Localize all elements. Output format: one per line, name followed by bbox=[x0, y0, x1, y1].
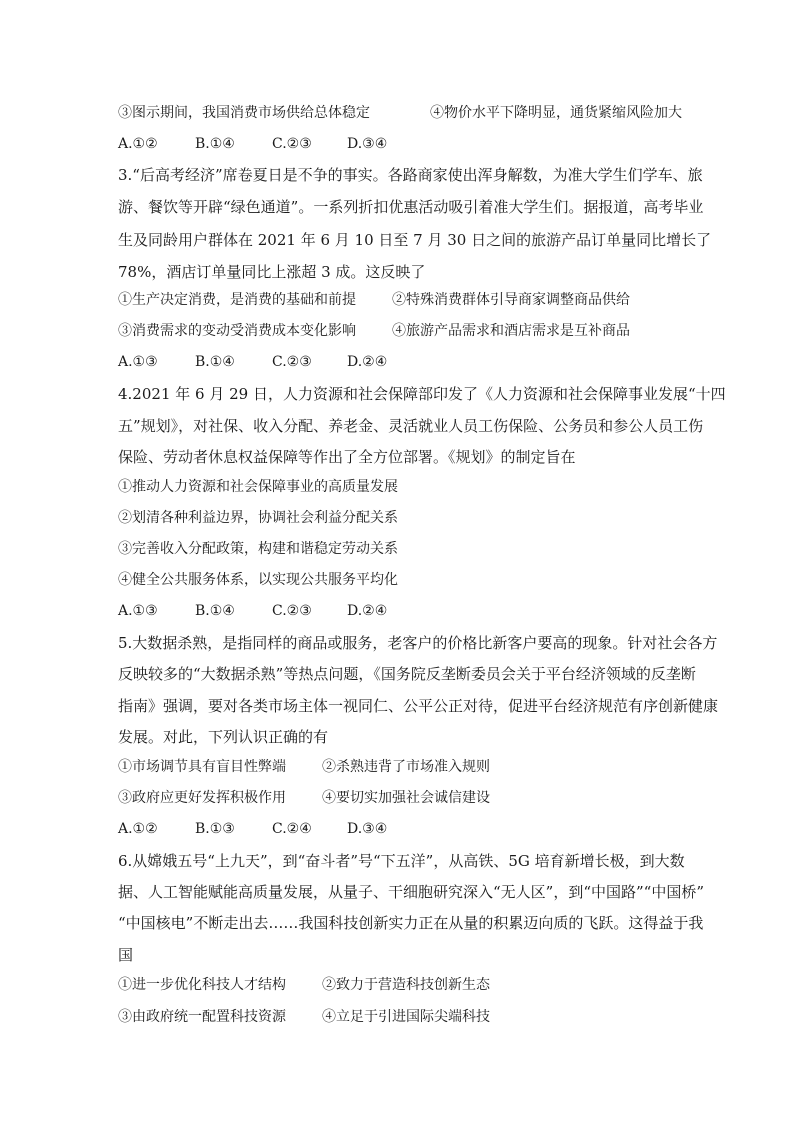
question-6-line: 国 bbox=[118, 946, 134, 964]
answer-c: C.②③ bbox=[272, 136, 312, 152]
question-3-line: 生及同龄用户群体在 2021 年 6 月 10 日至 7 月 30 日之间的旅游产品订单量同比增长了 bbox=[118, 231, 712, 249]
option-1: ①生产决定消费，是消费的基础和前提 bbox=[118, 292, 356, 308]
option-1: ①市场调节具有盲目性弊端 bbox=[118, 759, 286, 775]
question-3-line: 游、餐饮等开辟“绿色通道”。一系列折扣优惠活动吸引着准大学生们。据报道，高考毕业 bbox=[118, 198, 704, 216]
answer-c: C.②③ bbox=[272, 603, 312, 619]
option-3: ③政府应更好发挥积极作用 bbox=[118, 790, 286, 806]
answer-d: D.③④ bbox=[347, 821, 388, 837]
question-6-line: 6.从嫦娥五号“上九天”，到“奋斗者”号“下五洋”，从高铁、5G 培育新增长极，到大数 bbox=[118, 852, 685, 870]
option-3: ③消费需求的变动受消费成本变化影响 bbox=[118, 323, 356, 339]
option-2: ②划清各种利益边界，协调社会利益分配关系 bbox=[118, 510, 398, 526]
option-1: ①进一步优化科技人才结构 bbox=[118, 977, 286, 993]
answer-a: A.①② bbox=[118, 136, 158, 152]
answer-d: D.②④ bbox=[347, 354, 388, 370]
question-6-line: “中国核电”不断走出去……我国科技创新实力正在从量的积累迈向质的飞跃。这得益于我 bbox=[118, 914, 704, 932]
answer-d: D.②④ bbox=[347, 603, 388, 619]
answer-b: B.①④ bbox=[195, 603, 235, 619]
answer-c: C.②④ bbox=[272, 821, 312, 837]
question-4-line: 五”规划》，对社保、收入分配、养老金、灵活就业人员工伤保险、公务员和参公人员工伤 bbox=[118, 417, 704, 435]
question-3-line: 3.“后高考经济”席卷夏日是不争的事实。各路商家使出浑身解数，为准大学生们学车、旅 bbox=[118, 166, 703, 184]
question-6-line: 据、人工智能赋能高质量发展，从量子、干细胞研究深入“无人区”，到“中国路”“中国桥” bbox=[118, 883, 705, 901]
option-3: ③完善收入分配政策，构建和谐稳定劳动关系 bbox=[118, 541, 398, 557]
option-2: ②杀熟违背了市场准入规则 bbox=[322, 759, 490, 775]
answer-a: A.①③ bbox=[118, 603, 158, 619]
question-3-line: 78%，酒店订单量同比上涨超 3 成。这反映了 bbox=[118, 263, 426, 281]
answer-a: A.①② bbox=[118, 821, 158, 837]
question-4-line: 4.2021 年 6 月 29 日，人力资源和社会保障部印发了《人力资源和社会保障事业发展“十四 bbox=[118, 385, 726, 403]
answer-b: B.①③ bbox=[195, 821, 235, 837]
answer-d: D.③④ bbox=[347, 136, 388, 152]
option-2: ②致力于营造科技创新生态 bbox=[322, 977, 490, 993]
option-4: ④健全公共服务体系，以实现公共服务平均化 bbox=[118, 572, 398, 588]
answer-a: A.①③ bbox=[118, 354, 158, 370]
question-5-line: 反映较多的“大数据杀熟”等热点问题，《国务院反垄断委员会关于平台经济领域的反垄断 bbox=[118, 665, 696, 683]
option-4: ④旅游产品需求和酒店需求是互补商品 bbox=[392, 323, 630, 339]
answer-b: B.①④ bbox=[195, 136, 235, 152]
option-2: ②特殊消费群体引导商家调整商品供给 bbox=[392, 292, 630, 308]
option-4: ④物价水平下降明显，通货紧缩风险加大 bbox=[430, 105, 682, 121]
answer-b: B.①④ bbox=[195, 354, 235, 370]
question-5-line: 发展。对此，下列认识正确的有 bbox=[118, 728, 329, 746]
question-5-line: 5.大数据杀熟，是指同样的商品或服务，老客户的价格比新客户要高的现象。针对社会各方 bbox=[118, 634, 718, 652]
question-5-line: 指南》强调，要对各类市场主体一视同仁、公平公正对待，促进平台经济规范有序创新健康 bbox=[118, 697, 719, 715]
option-3: ③由政府统一配置科技资源 bbox=[118, 1009, 286, 1025]
option-4: ④要切实加强社会诚信建设 bbox=[322, 790, 490, 806]
question-4-line: 保险、劳动者休息权益保障等作出了全方位部署。《规划》的制定旨在 bbox=[118, 448, 576, 466]
option-4: ④立足于引进国际尖端科技 bbox=[322, 1009, 490, 1025]
option-1: ①推动人力资源和社会保障事业的高质量发展 bbox=[118, 479, 398, 495]
option-3: ③图示期间，我国消费市场供给总体稳定 bbox=[118, 105, 370, 121]
answer-c: C.②③ bbox=[272, 354, 312, 370]
